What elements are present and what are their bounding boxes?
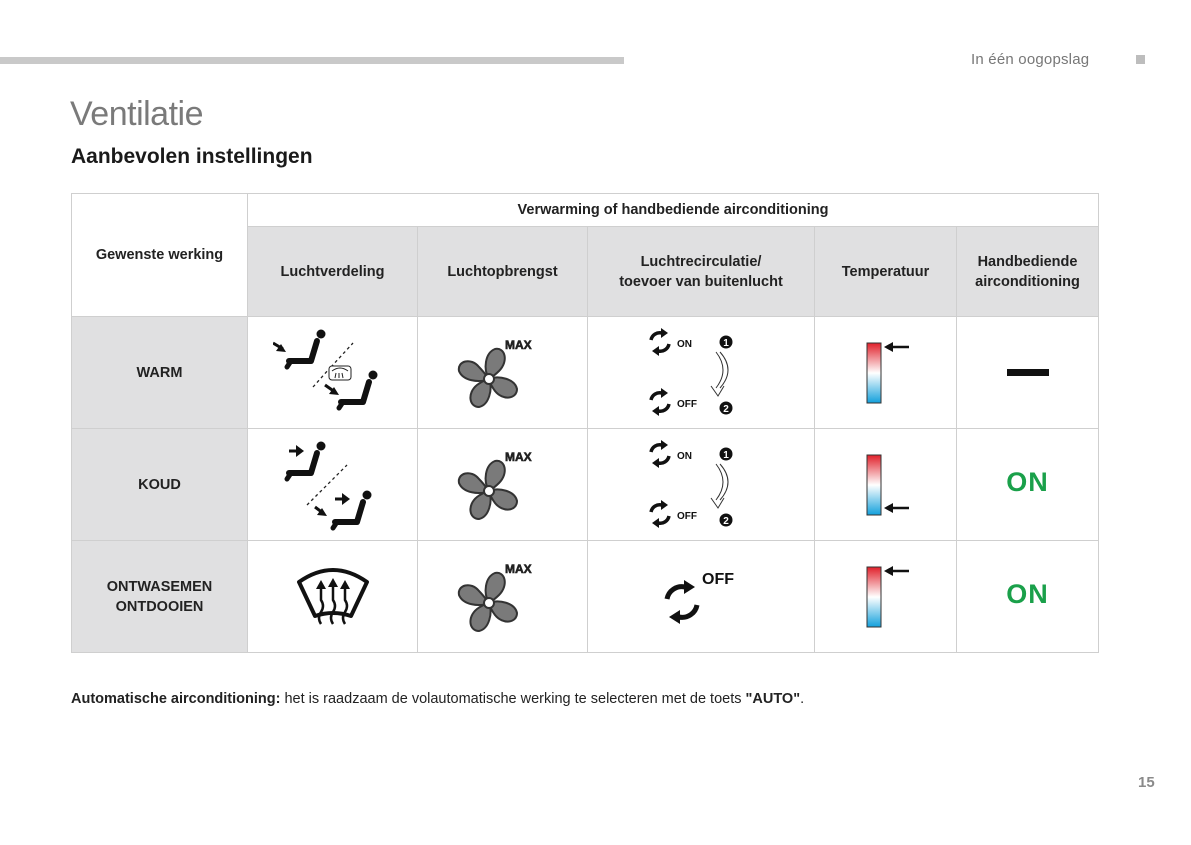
svg-text:OFF: OFF [677,398,697,410]
page-number: 15 [1138,774,1155,791]
column-header: Luchtverdeling [248,227,418,317]
column-header: Temperatuur [815,227,957,317]
windscreen-demist-icon [293,562,373,632]
svg-text:1: 1 [723,449,729,461]
ventilation-table [71,193,1099,653]
air-distribution-face-icon [273,437,393,533]
svg-text:ON: ON [677,338,692,350]
group-header: Verwarming of handbediende airconditioning [248,194,1099,227]
fan-max-label: MAX [504,561,532,576]
svg-text:OFF: OFF [702,570,734,588]
first-column-header: Gewenste werking [72,194,248,317]
header-rule [0,57,624,64]
column-header: Handbediende airconditioning [957,227,1099,317]
column-header: Luchtopbrengst [418,227,588,317]
page-title: Ventilatie [70,95,203,133]
page-subtitle: Aanbevolen instellingen [71,145,313,168]
recirculation-sequence-icon [646,440,756,530]
mode-label: WARM [72,317,248,429]
fan-max-icon [453,445,553,525]
fan-max-label: MAX [504,337,532,352]
ac-on-label: ON [1006,579,1049,609]
table-row [72,429,1099,541]
svg-text:2: 2 [723,515,729,527]
fan-max-icon [453,333,553,413]
ac-on-label: ON [1006,467,1049,497]
table-row [72,317,1099,429]
svg-text:2: 2 [723,403,729,415]
air-distribution-feet-windscreen-icon [273,325,393,421]
mode-label: ONTWASEMEN ONTDOOIEN [72,541,248,653]
footnote: Automatische airconditioning: het is raadzaam de volautomatische werking te selecteren met de toets "AUTO". [71,691,805,707]
column-header: Luchtrecirculatie/ toevoer van buitenlucht [588,227,815,317]
temperature-hot-icon [851,562,921,632]
section-marker [1136,55,1145,64]
fan-max-label: MAX [504,449,532,464]
temperature-cold-icon [851,450,921,520]
section-label: In één oogopslag [971,51,1090,68]
temperature-hot-icon [851,338,921,408]
fan-max-icon [453,557,553,637]
ac-off-dash [1007,369,1049,376]
mode-label: KOUD [72,429,248,541]
svg-text:1: 1 [723,337,729,349]
recirculation-sequence-icon [646,328,756,418]
svg-text:ON: ON [677,450,692,462]
table-row [72,541,1099,653]
svg-text:OFF: OFF [677,510,697,522]
recirculation-off-icon [646,562,756,632]
